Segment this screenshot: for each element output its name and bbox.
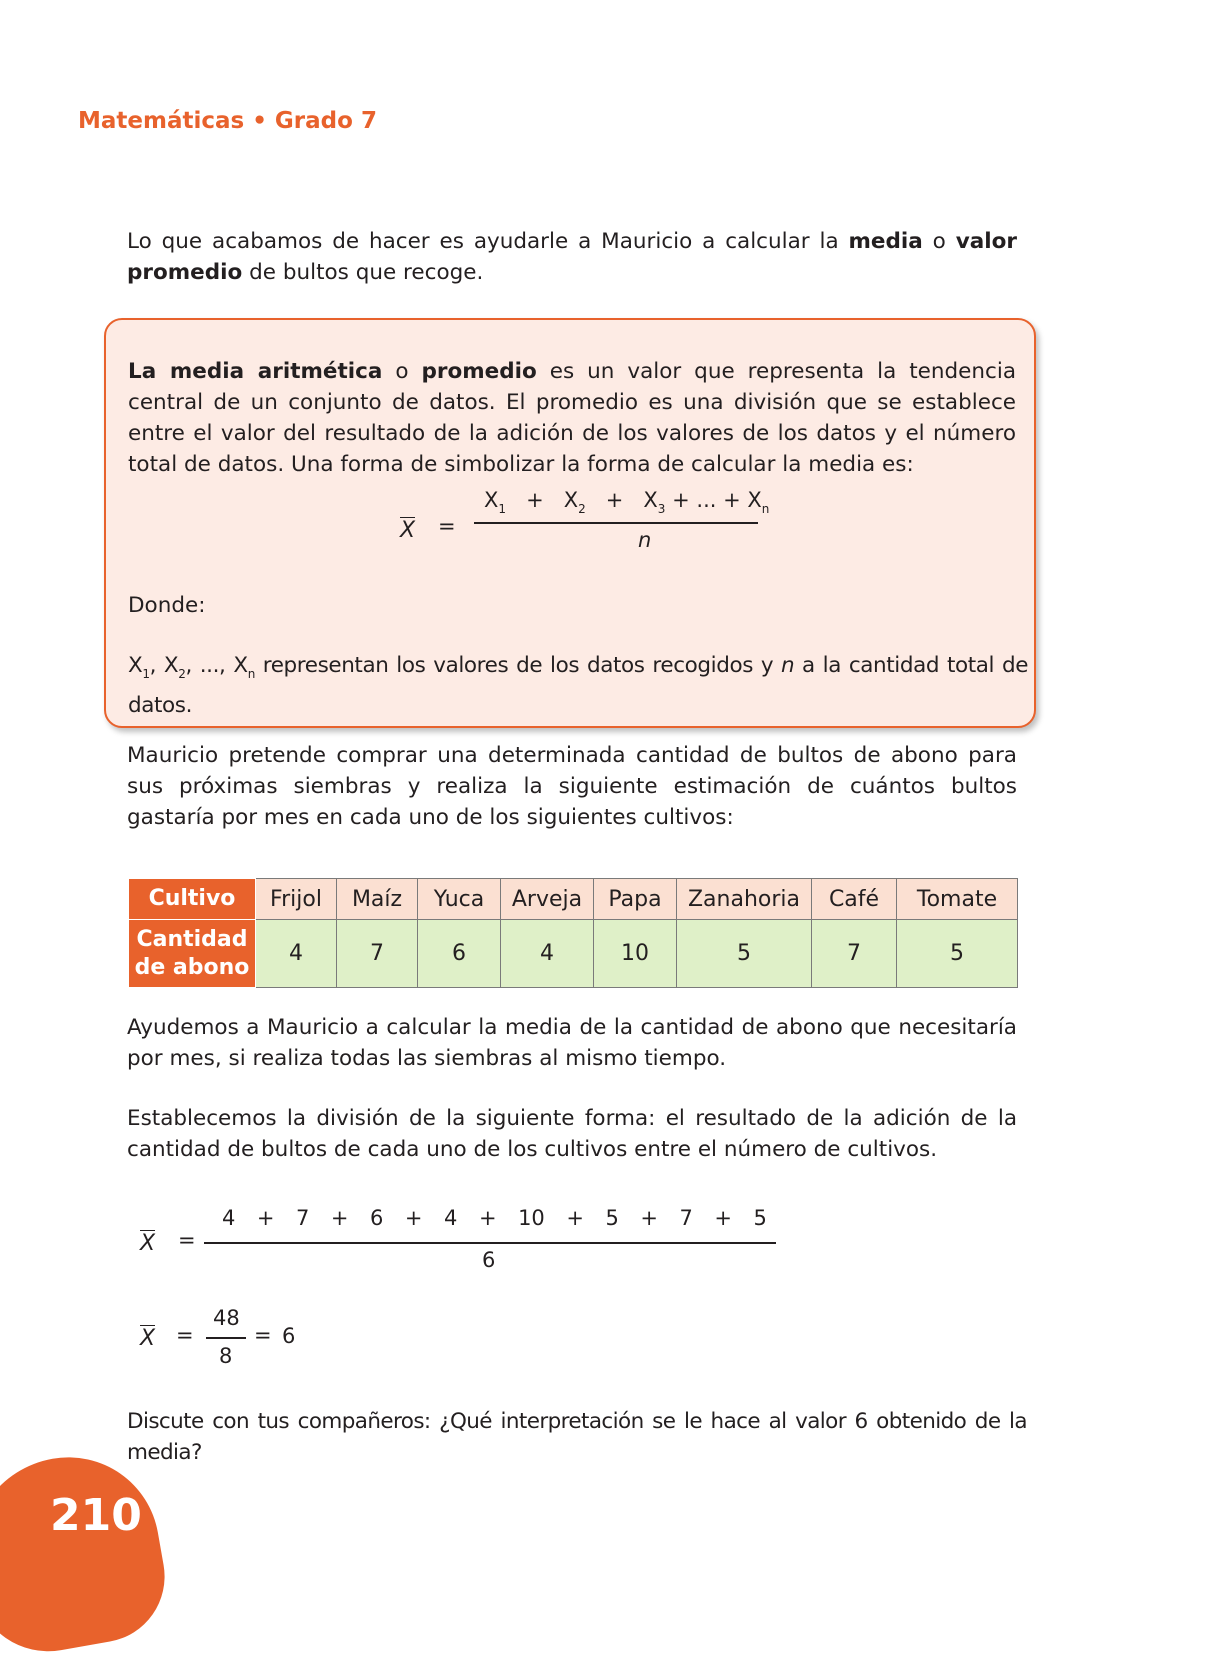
calc1-plus: + xyxy=(478,1206,497,1230)
formula-sub-n: n xyxy=(761,502,770,516)
page-header: Matemáticas • Grado 7 xyxy=(78,108,377,134)
calc2-result: 6 xyxy=(282,1324,296,1348)
calc2-equals: = xyxy=(176,1323,194,1347)
table-cell-crop: Café xyxy=(812,879,897,920)
definition-text-2: es un valor que representa la tendencia central de un conjunto de datos. El promedio es una división que se establece entre el valor del resultado de la adición de los valores de los datos y el número total de datos. Una forma de simbolizar la forma de calcular la media es: xyxy=(128,359,1017,477)
calc1-plus: + xyxy=(714,1206,732,1230)
table-cell-amount: 7 xyxy=(812,920,897,988)
formula-plus-1: + xyxy=(526,488,544,512)
formula-equals: = xyxy=(438,514,456,538)
calc1-term: 6 xyxy=(370,1206,384,1230)
intro-paragraph xyxy=(127,226,1017,288)
calc1-mean-symbol: X xyxy=(140,1231,156,1256)
donde-label: Donde: xyxy=(128,593,206,618)
calc1-term: 5 xyxy=(753,1206,767,1230)
table-cell-crop: Maíz xyxy=(337,879,418,920)
formula-sub-1: 1 xyxy=(498,502,507,516)
calc1-plus: + xyxy=(404,1206,423,1230)
table-cell-amount: 10 xyxy=(594,920,677,988)
legend-sub-1: 1 xyxy=(142,667,150,681)
table-header-cultivo: Cultivo xyxy=(129,879,256,920)
calc2-fraction-line xyxy=(206,1337,246,1339)
formula-numerator xyxy=(484,488,769,516)
intro-text-3: de bultos que recoge. xyxy=(242,260,484,285)
calc1-plus: + xyxy=(566,1206,584,1230)
table-cell-crop: Zanahoria xyxy=(677,879,812,920)
calc1-plus: + xyxy=(330,1206,349,1230)
page-number-shape xyxy=(0,1443,175,1663)
legend-text-2: a la cantidad total de datos. xyxy=(128,653,1029,718)
formula-denominator: n xyxy=(638,528,652,552)
formula-xn: X xyxy=(747,488,762,512)
table-header-cantidad-line1: Cantidad xyxy=(136,926,248,952)
calc1-plus: + xyxy=(640,1206,658,1230)
table-row-amounts xyxy=(129,920,1018,988)
definition-paragraph xyxy=(128,356,1016,480)
calc1-plus: + xyxy=(256,1206,275,1230)
formula-mean-symbol: X xyxy=(400,518,416,543)
formula-x2: X xyxy=(563,488,579,512)
formula-dots: + ... + xyxy=(672,488,741,512)
page-number: 210 xyxy=(50,1490,142,1541)
intro-bold-media: media xyxy=(848,229,923,254)
calc2-mean-symbol: X xyxy=(140,1326,156,1351)
definition-legend xyxy=(128,650,1028,721)
calc1-term: 7 xyxy=(296,1206,310,1230)
formula-x1: X xyxy=(484,488,499,512)
formula-fraction-line xyxy=(474,522,758,524)
legend-sub-2: 2 xyxy=(178,667,186,681)
calc2-denominator: 8 xyxy=(219,1344,233,1368)
calc1-term: 10 xyxy=(518,1206,545,1230)
table-cell-crop: Arveja xyxy=(501,879,594,920)
formula-sub-2: 2 xyxy=(578,502,586,516)
formula-sub-3: 3 xyxy=(657,502,666,516)
calc1-term: 5 xyxy=(605,1206,619,1230)
definition-bold-promedio: promedio xyxy=(421,359,537,384)
legend-x1: X xyxy=(128,653,143,678)
intro-bold-valor-promedio: valor promedio xyxy=(127,229,1017,285)
calc1-numerator xyxy=(222,1206,767,1230)
intro-text-1: Lo que acabamos de hacer es ayudarle a Mauricio a calcular la xyxy=(127,229,849,254)
legend-dots: ..., xyxy=(199,653,226,678)
legend-text-1: representan los valores de los datos recogidos y xyxy=(254,653,781,678)
paragraph-estimation: Mauricio pretende comprar una determinada cantidad de bultos de abono para sus próximas siembras y realiza la siguiente estimación de cuántos bultos gastaría por mes en cada uno de los siguientes cultivos: xyxy=(127,743,1017,830)
discussion-question: Discute con tus compañeros: ¿Qué interpretación se le hace al valor 6 obtenido de la media? xyxy=(127,1409,1027,1465)
table-cell-amount: 5 xyxy=(677,920,812,988)
legend-comma-2: , xyxy=(185,653,192,678)
table-row-crops xyxy=(129,879,1018,920)
table-cell-crop: Frijol xyxy=(256,879,337,920)
calc1-term: 4 xyxy=(444,1206,458,1230)
calc1-fraction-line xyxy=(204,1242,776,1244)
definition-text-1: o xyxy=(382,359,422,384)
table-cell-amount: 5 xyxy=(897,920,1018,988)
table-cell-amount: 7 xyxy=(337,920,418,988)
table-cell-amount: 6 xyxy=(418,920,501,988)
table-cell-crop: Papa xyxy=(594,879,677,920)
calc1-denominator: 6 xyxy=(482,1248,496,1272)
legend-sub-n: n xyxy=(247,667,255,681)
table-cell-crop: Tomate xyxy=(897,879,1018,920)
calc1-equals: = xyxy=(178,1228,196,1252)
fertilizer-table xyxy=(128,878,1018,988)
calc2-numerator: 48 xyxy=(213,1306,240,1330)
calc1-term: 7 xyxy=(679,1206,693,1230)
legend-x2: X xyxy=(163,653,179,678)
paragraph-calculate: Ayudemos a Mauricio a calcular la media de la cantidad de abono que necesitaría por mes, si realiza todas las siembras al mismo tiempo. xyxy=(127,1015,1017,1071)
table-header-cantidad-line2: de abono xyxy=(134,954,250,980)
legend-n: n xyxy=(780,653,795,678)
table-cell-crop: Yuca xyxy=(418,879,501,920)
table-cell-amount: 4 xyxy=(501,920,594,988)
table-header-cantidad xyxy=(129,920,256,988)
table-cell-amount: 4 xyxy=(256,920,337,988)
intro-text-2: o xyxy=(922,229,956,254)
legend-comma-1: , xyxy=(149,653,157,678)
formula-plus-2: + xyxy=(605,488,624,512)
definition-bold-media-aritmetica: La media aritmética xyxy=(128,359,383,384)
definition-box xyxy=(104,318,1036,728)
legend-xn: X xyxy=(233,653,248,678)
calc2-equals-2: = xyxy=(254,1323,272,1347)
paragraph-division: Establecemos la división de la siguiente forma: el resultado de la adición de la cantidad de bultos de cada uno de los cultivos entre el número de cultivos. xyxy=(127,1106,1017,1162)
calc1-term: 4 xyxy=(222,1206,236,1230)
formula-x3: X xyxy=(643,488,658,512)
